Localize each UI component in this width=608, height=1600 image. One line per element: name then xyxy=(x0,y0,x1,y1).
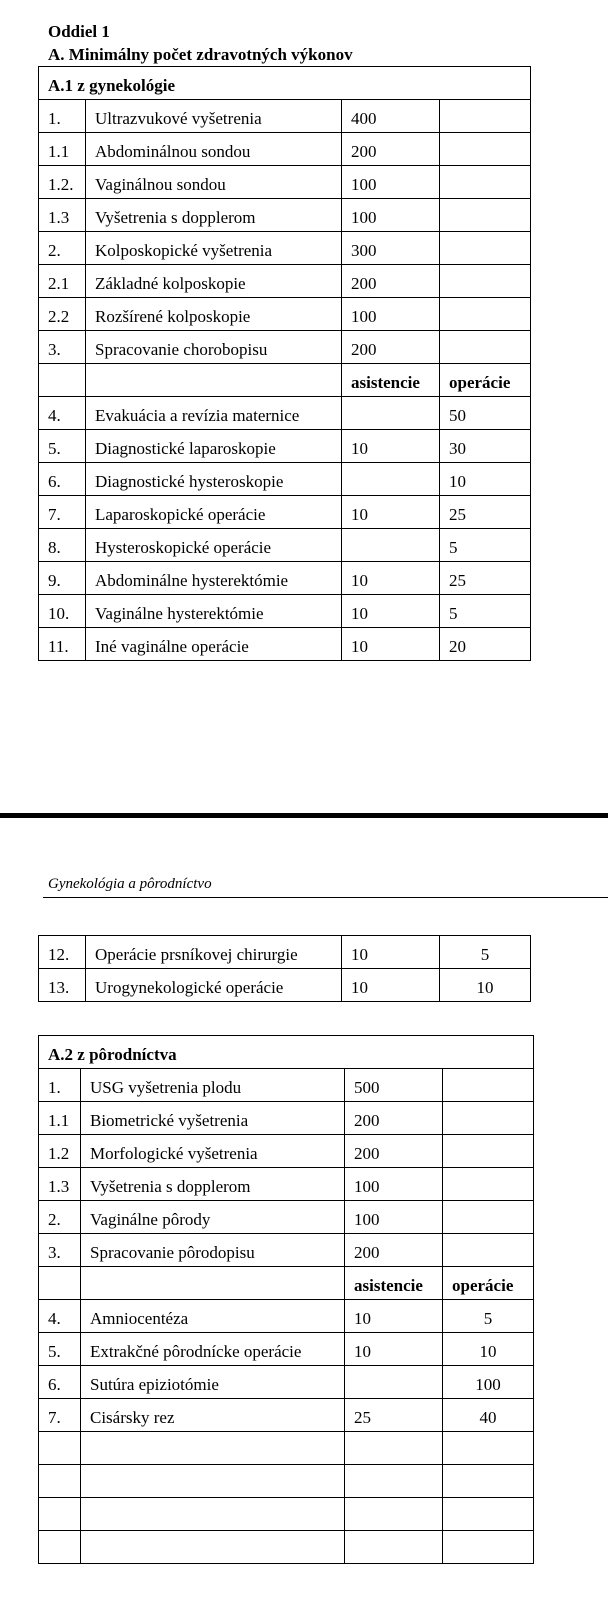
item-number: 1.3 xyxy=(39,199,86,232)
empty-cell xyxy=(443,1498,534,1531)
item-name: Operácie prsníkovej chirurgie xyxy=(86,936,342,969)
empty-cell xyxy=(81,1531,345,1564)
item-number: 3. xyxy=(39,1234,81,1267)
empty-row xyxy=(39,1432,534,1465)
empty-cell xyxy=(440,298,531,331)
item-assist-count xyxy=(342,529,440,562)
item-name: Extrakčné pôrodnícke operácie xyxy=(81,1333,345,1366)
empty-cell xyxy=(443,1234,534,1267)
empty-cell xyxy=(440,166,531,199)
item-name: Laparoskopické operácie xyxy=(86,496,342,529)
item-number: 8. xyxy=(39,529,86,562)
empty-cell xyxy=(81,1432,345,1465)
empty-cell xyxy=(443,1531,534,1564)
item-name: Amniocentéza xyxy=(81,1300,345,1333)
item-number: 3. xyxy=(39,331,86,364)
empty-cell xyxy=(39,1498,81,1531)
empty-cell xyxy=(86,364,342,397)
empty-cell xyxy=(39,1465,81,1498)
table-row xyxy=(39,1399,534,1432)
running-header-rule xyxy=(43,897,608,898)
gynecology-table-continued xyxy=(38,935,531,1002)
empty-cell xyxy=(443,1432,534,1465)
item-assist-count: 10 xyxy=(342,969,440,1002)
empty-cell xyxy=(443,1168,534,1201)
item-number: 5. xyxy=(39,1333,81,1366)
item-name: Diagnostické laparoskopie xyxy=(86,430,342,463)
item-assist-count: 10 xyxy=(342,496,440,529)
item-name: Urogynekologické operácie xyxy=(86,969,342,1002)
table-row xyxy=(39,166,531,199)
obstetrics-table xyxy=(38,1035,534,1564)
item-count: 100 xyxy=(342,298,440,331)
item-count: 100 xyxy=(342,166,440,199)
item-operation-count: 5 xyxy=(440,936,531,969)
empty-cell xyxy=(443,1069,534,1102)
item-name: Rozšírené kolposkopie xyxy=(86,298,342,331)
table-title: A.2 z pôrodníctva xyxy=(39,1036,534,1069)
section-label: Oddiel 1 xyxy=(48,22,110,41)
item-assist-count: 10 xyxy=(342,562,440,595)
empty-row xyxy=(39,1465,534,1498)
running-header: Gynekológia a pôrodníctvo xyxy=(48,876,212,892)
col-header-assist: asistencie xyxy=(342,364,440,397)
empty-cell xyxy=(345,1531,443,1564)
item-assist-count xyxy=(345,1366,443,1399)
table-row xyxy=(39,232,531,265)
item-number: 5. xyxy=(39,430,86,463)
table-row xyxy=(39,1234,534,1267)
empty-cell xyxy=(39,364,86,397)
empty-row xyxy=(39,1531,534,1564)
item-name: Vyšetrenia s dopplerom xyxy=(81,1168,345,1201)
empty-cell xyxy=(440,199,531,232)
item-number: 1.3 xyxy=(39,1168,81,1201)
item-operation-count: 25 xyxy=(440,496,531,529)
empty-cell xyxy=(443,1102,534,1135)
item-name: Abdominálnou sondou xyxy=(86,133,342,166)
item-name: USG vyšetrenia plodu xyxy=(81,1069,345,1102)
empty-cell xyxy=(39,1432,81,1465)
table-row xyxy=(39,1168,534,1201)
item-name: Morfologické vyšetrenia xyxy=(81,1135,345,1168)
item-number: 1. xyxy=(39,100,86,133)
item-count: 200 xyxy=(342,265,440,298)
table-row xyxy=(39,100,531,133)
item-operation-count: 5 xyxy=(440,529,531,562)
table-row xyxy=(39,595,531,628)
empty-cell xyxy=(443,1201,534,1234)
item-name: Biometrické vyšetrenia xyxy=(81,1102,345,1135)
item-name: Iné vaginálne operácie xyxy=(86,628,342,661)
empty-cell xyxy=(440,265,531,298)
item-count: 200 xyxy=(342,133,440,166)
item-count: 400 xyxy=(342,100,440,133)
table-row xyxy=(39,529,531,562)
item-count: 200 xyxy=(345,1135,443,1168)
item-count: 100 xyxy=(342,199,440,232)
table-row xyxy=(39,199,531,232)
table-row xyxy=(39,1300,534,1333)
item-number: 7. xyxy=(39,496,86,529)
column-header-row xyxy=(39,1267,534,1300)
item-number: 2.2 xyxy=(39,298,86,331)
item-operation-count: 10 xyxy=(440,463,531,496)
empty-row xyxy=(39,1498,534,1531)
empty-cell xyxy=(81,1465,345,1498)
item-name: Abdominálne hysterektómie xyxy=(86,562,342,595)
item-operation-count: 30 xyxy=(440,430,531,463)
item-assist-count: 10 xyxy=(345,1300,443,1333)
item-number: 7. xyxy=(39,1399,81,1432)
item-number: 13. xyxy=(39,969,86,1002)
item-name: Diagnostické hysteroskopie xyxy=(86,463,342,496)
page-break-divider xyxy=(0,813,608,818)
item-assist-count: 10 xyxy=(345,1333,443,1366)
item-count: 200 xyxy=(345,1234,443,1267)
table-row xyxy=(39,1201,534,1234)
table-row xyxy=(39,298,531,331)
item-name: Vaginálne pôrody xyxy=(81,1201,345,1234)
table-row xyxy=(39,133,531,166)
item-number: 1.1 xyxy=(39,1102,81,1135)
table-row xyxy=(39,430,531,463)
item-name: Vaginálnou sondou xyxy=(86,166,342,199)
item-operation-count: 5 xyxy=(440,595,531,628)
item-number: 10. xyxy=(39,595,86,628)
item-assist-count: 10 xyxy=(342,595,440,628)
table-row xyxy=(39,936,531,969)
item-number: 6. xyxy=(39,1366,81,1399)
item-number: 1. xyxy=(39,1069,81,1102)
item-name: Sutúra epiziotómie xyxy=(81,1366,345,1399)
empty-cell xyxy=(345,1432,443,1465)
table-row xyxy=(39,265,531,298)
item-number: 2. xyxy=(39,1201,81,1234)
item-name: Hysteroskopické operácie xyxy=(86,529,342,562)
item-operation-count: 20 xyxy=(440,628,531,661)
table-row xyxy=(39,1069,534,1102)
item-operation-count: 5 xyxy=(443,1300,534,1333)
table-row xyxy=(39,628,531,661)
gynecology-table xyxy=(38,66,531,661)
item-assist-count: 25 xyxy=(345,1399,443,1432)
item-assist-count: 10 xyxy=(342,430,440,463)
item-number: 1.1 xyxy=(39,133,86,166)
empty-cell xyxy=(440,232,531,265)
item-assist-count xyxy=(342,397,440,430)
item-number: 6. xyxy=(39,463,86,496)
item-name: Spracovanie chorobopisu xyxy=(86,331,342,364)
item-name: Cisársky rez xyxy=(81,1399,345,1432)
item-number: 1.2. xyxy=(39,166,86,199)
empty-cell xyxy=(39,1267,81,1300)
item-number: 2.1 xyxy=(39,265,86,298)
item-name: Kolposkopické vyšetrenia xyxy=(86,232,342,265)
table-title-row xyxy=(39,67,531,100)
table-title: A.1 z gynekológie xyxy=(39,67,531,100)
item-number: 4. xyxy=(39,397,86,430)
item-operation-count: 40 xyxy=(443,1399,534,1432)
item-count: 100 xyxy=(345,1168,443,1201)
table-row xyxy=(39,463,531,496)
table-row xyxy=(39,969,531,1002)
item-count: 500 xyxy=(345,1069,443,1102)
col-header-operations: operácie xyxy=(443,1267,534,1300)
item-operation-count: 100 xyxy=(443,1366,534,1399)
item-operation-count: 50 xyxy=(440,397,531,430)
empty-cell xyxy=(440,331,531,364)
empty-cell xyxy=(345,1498,443,1531)
empty-cell xyxy=(443,1465,534,1498)
table-row xyxy=(39,397,531,430)
item-assist-count: 10 xyxy=(342,628,440,661)
item-name: Základné kolposkopie xyxy=(86,265,342,298)
item-number: 9. xyxy=(39,562,86,595)
table-row xyxy=(39,1366,534,1399)
table-row xyxy=(39,1333,534,1366)
table-row xyxy=(39,496,531,529)
item-operation-count: 10 xyxy=(443,1333,534,1366)
empty-cell xyxy=(39,1531,81,1564)
item-name: Vyšetrenia s dopplerom xyxy=(86,199,342,232)
item-assist-count xyxy=(342,463,440,496)
table-row xyxy=(39,562,531,595)
column-header-row xyxy=(39,364,531,397)
table-row xyxy=(39,1135,534,1168)
empty-cell xyxy=(440,100,531,133)
section-title: A. Minimálny počet zdravotných výkonov xyxy=(48,45,353,64)
col-header-operations: operácie xyxy=(440,364,531,397)
table-row xyxy=(39,1102,534,1135)
empty-cell xyxy=(440,133,531,166)
item-name: Spracovanie pôrodopisu xyxy=(81,1234,345,1267)
empty-cell xyxy=(81,1267,345,1300)
item-number: 1.2 xyxy=(39,1135,81,1168)
empty-cell xyxy=(345,1465,443,1498)
item-name: Evakuácia a revízia maternice xyxy=(86,397,342,430)
item-count: 200 xyxy=(342,331,440,364)
item-count: 100 xyxy=(345,1201,443,1234)
table-title-row xyxy=(39,1036,534,1069)
item-operation-count: 25 xyxy=(440,562,531,595)
item-count: 200 xyxy=(345,1102,443,1135)
item-name: Vaginálne hysterektómie xyxy=(86,595,342,628)
table-row xyxy=(39,331,531,364)
item-count: 300 xyxy=(342,232,440,265)
empty-cell xyxy=(81,1498,345,1531)
item-number: 4. xyxy=(39,1300,81,1333)
item-operation-count: 10 xyxy=(440,969,531,1002)
item-number: 12. xyxy=(39,936,86,969)
item-assist-count: 10 xyxy=(342,936,440,969)
item-number: 2. xyxy=(39,232,86,265)
col-header-assist: asistencie xyxy=(345,1267,443,1300)
item-number: 11. xyxy=(39,628,86,661)
item-name: Ultrazvukové vyšetrenia xyxy=(86,100,342,133)
empty-cell xyxy=(443,1135,534,1168)
